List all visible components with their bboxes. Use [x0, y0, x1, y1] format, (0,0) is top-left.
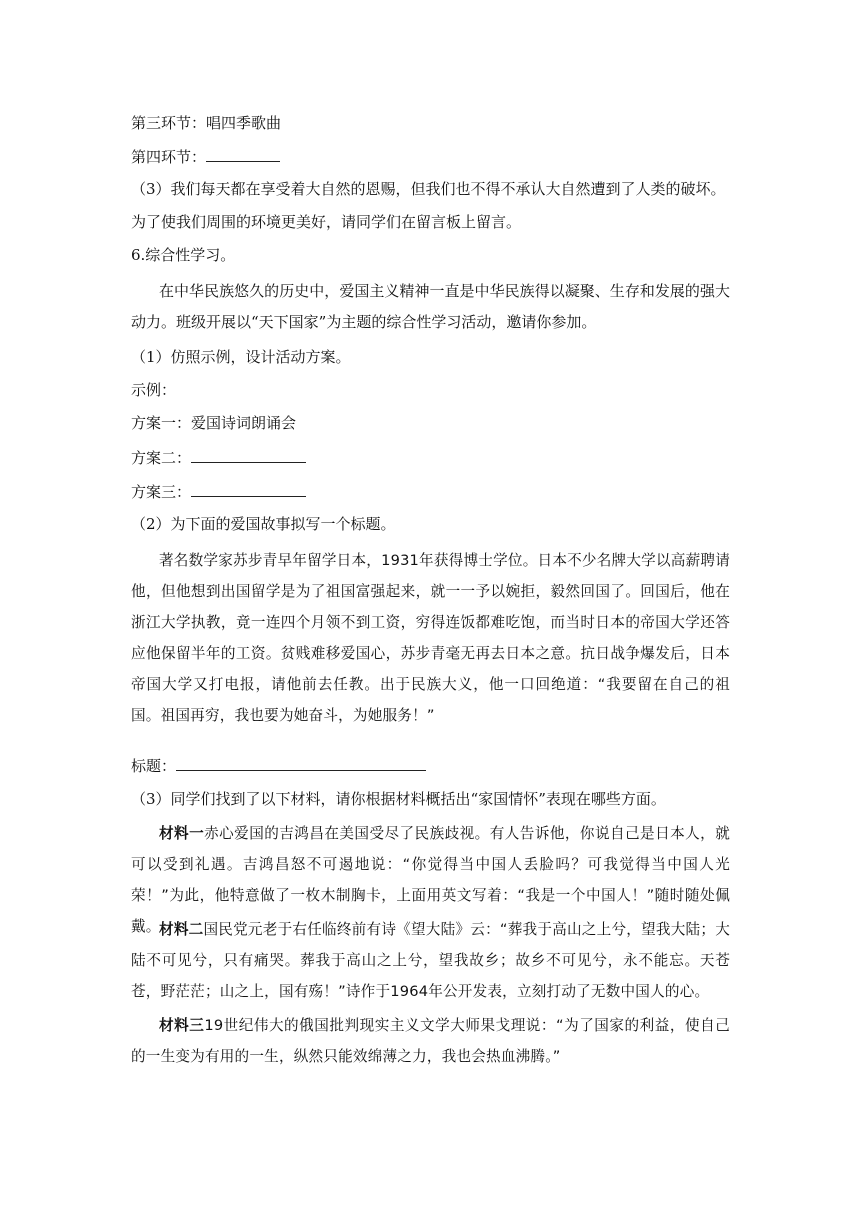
- question-3-env-line2: 为了使我们周围的环境更美好，请同学们在留言板上留言。: [131, 213, 522, 231]
- question-3-env-line1: （3）我们每天都在享受着大自然的恩赐，但我们也不得不承认大自然遭到了人类的破坏。: [131, 180, 726, 198]
- question-3: （3）同学们找到了以下材料，请你根据材料概括出“家国情怀”表现在哪些方面。: [131, 790, 666, 808]
- title-blank[interactable]: [176, 755, 426, 771]
- stage-three-line: 第三环节：唱四季歌曲: [131, 114, 282, 132]
- material-two: [131, 914, 730, 1007]
- plan-three-line: [131, 481, 731, 502]
- plan-two-line: [131, 447, 731, 468]
- plan-one: 方案一：爱国诗词朗诵会: [131, 414, 297, 432]
- material-two-text: 国民党元老于右任临终前有诗《望大陆》云：“葬我于高山之上兮，望我大陆；大陆不可见兮，只有痛哭。葬我于高山之上兮，望我故乡；故乡不可见兮，永不能忘。天苍苍，野茫茫；山之上，国有殇！”诗作于1964年公开发表，立刻打动了无数中国人的心。: [131, 921, 730, 1000]
- intro-paragraph: 在中华民族悠久的历史中，爱国主义精神一直是中华民族得以凝聚、生存和发展的强大动力。班级开展以“天下国家”为主题的综合性学习活动，邀请你参加。: [131, 282, 730, 331]
- material-one-text: 赤心爱国的吉鸿昌在美国受尽了民族歧视。有人告诉他，你说自己是日本人，就可以受到礼遇。吉鸿昌怒不可遏地说：“你觉得当中国人丢脸吗？可我觉得当中国人光荣！”为此，他特意做了一枚木制胸卡，上面用英文写着：“我是一个中国人！”随时随处佩戴。: [131, 825, 730, 935]
- section-6-heading: 6.综合性学习。: [131, 246, 236, 264]
- material-three: [131, 1010, 730, 1072]
- story-paragraph: 著名数学家苏步青早年留学日本，1931年获得博士学位。日本不少名牌大学以高薪聘请他，但他想到出国留学是为了祖国富强起来，就一一予以婉拒，毅然回国了。回国后，他在浙江大学执教，竟一连四个月领不到工资，穷得连饭都难吃饱，而当时日本的帝国大学还答应他保留半年的工资。贫贱难移爱国心，苏步青毫无再去日本之意。抗日战争爆发后，日本帝国大学又打电报，请他前去任教。出于民族大义，他一口回绝道：“我要留在自己的祖国。祖国再穷，我也要为她奋斗，为她服务！”: [131, 552, 730, 724]
- plan-two-label: 方案二：: [131, 449, 192, 467]
- stage-four-blank[interactable]: [206, 146, 280, 162]
- material-one-label: 材料一: [159, 825, 205, 842]
- plan-two-blank[interactable]: [191, 447, 306, 463]
- title-label: 标题：: [131, 757, 177, 775]
- material-three-label: 材料三: [159, 1017, 205, 1034]
- question-2: （2）为下面的爱国故事拟写一个标题。: [131, 515, 396, 533]
- plan-three-blank[interactable]: [191, 481, 306, 497]
- stage-four-label: 第四环节：: [131, 148, 207, 166]
- example-label: 示例：: [131, 381, 177, 399]
- material-three-text: 19世纪伟大的俄国批判现实主义文学大师果戈理说：“为了国家的利益，使自己的一生变为有用的一生，纵然只能效绵薄之力，我也会热血沸腾。”: [131, 1017, 730, 1065]
- material-two-label: 材料二: [159, 921, 204, 938]
- question-1: （1）仿照示例，设计活动方案。: [131, 348, 351, 366]
- title-line: [131, 755, 731, 776]
- plan-three-label: 方案三：: [131, 483, 192, 501]
- stage-four-line: [131, 146, 731, 167]
